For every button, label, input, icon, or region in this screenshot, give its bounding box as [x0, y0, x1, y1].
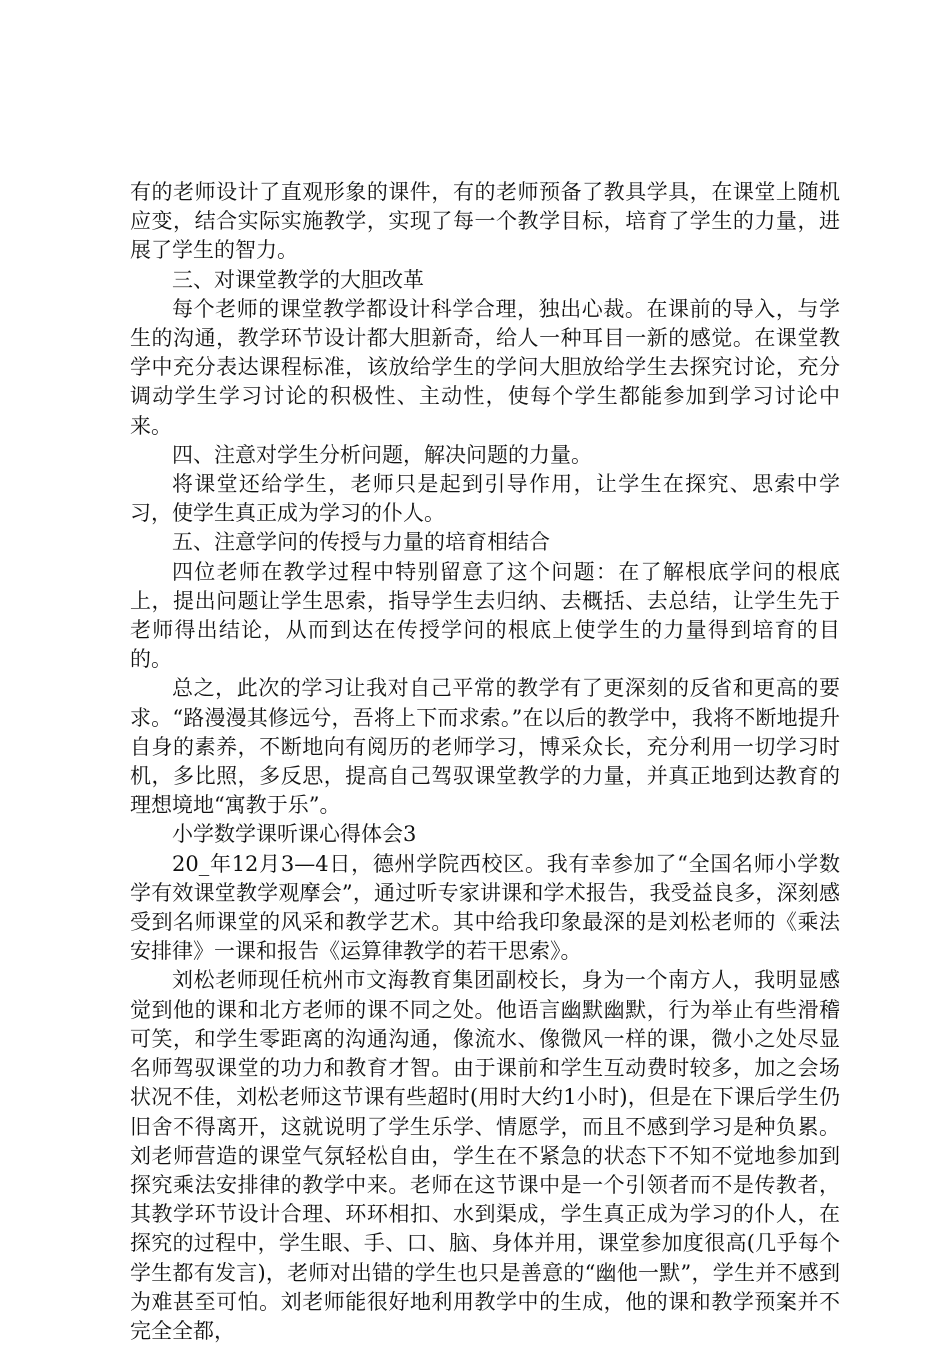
section-heading-4: 四、注意对学生分析问题，解决问题的力量。 [172, 442, 592, 467]
paragraph-summary: 总之，此次的学习让我对自己平常的教学有了更深刻的反省和更高的要求。“路漫漫其修远兮，吾将上下而求索。”在以后的教学中，我将不断地提升自身的素养，不断地向有阅历的老师学习，博采众长，充分利用一切学习时机，多比照，多反思，提高自己驾驭课堂教学的力量，并真正地到达教育的理想境地“寓教于乐”。 [130, 676, 840, 818]
paragraph-3: 将课堂还给学生，老师只是起到引导作用，让学生在探究、思索中学习，使学生真正成为学习的仆人。 [130, 472, 840, 526]
paragraph-6: 刘松老师现任杭州市文海教育集团副校长，身为一个南方人，我明显感觉到他的课和北方老师的课不同之处。他语言幽默幽默，行为举止有些滑稽可笑，和学生零距离的沟通沟通，像流水、像微风一样的课，微小之处尽显名师驾驭课堂的功力和教育才智。由于课前和学生互动费时较多，加之会场状况不佳，刘松老师这节课有些超时(用时大约1小时)，但是在下课后学生仍旧舍不得离开，这就说明了学生乐学、情愿学，而且不感到学习是种负累。刘老师营造的课堂气氛轻松自由，学生在不紧急的状态下不知不觉地参加到探究乘法安排律的教学中来。老师在这节课中是一个引领者而不是传教者，其教学环节设计合理、环环相扣、水到渠成，学生真正成为学习的仆人，在探究的过程中，学生眼、手、口、脑、身体并用，课堂参加度很高(几乎每个学生都有发言)，老师对出错的学生也只是善意的“幽他一默”，学生并不感到为难甚至可怕。刘老师能很好地利用教学中的生成，他的课和教学预案并不完全全都， [130, 968, 840, 1343]
document-page [130, 178, 840, 1346]
paragraph-4: 四位老师在教学过程中特别留意了这个问题：在了解根底学问的根底上，提出问题让学生思索，指导学生去归纳、去概括、去总结，让学生先于老师得出结论，从而到达在传授学问的根底上使学生的力量得到培育的目的。 [130, 559, 840, 672]
section-heading-5: 五、注意学问的传授与力量的培育相结合 [172, 530, 550, 555]
paragraph-2: 每个老师的课堂教学都设计科学合理，独出心裁。在课前的导入，与学生的沟通，教学环节设计都大胆新奇，给人一种耳目一新的感觉。在课堂教学中充分表达课程标准，该放给学生的学问大胆放给学生去探究讨论，充分调动学生学习讨论的积极性、主动性，使每个学生都能参加到学习讨论中来。 [130, 296, 840, 438]
paragraph-1: 有的老师设计了直观形象的课件，有的老师预备了教具学具，在课堂上随机应变，结合实际实施教学，实现了每一个教学目标，培育了学生的力量，进展了学生的智力。 [130, 180, 840, 263]
article-title-3: 小学数学课听课心得体会3 [172, 822, 417, 847]
paragraph-5: 20_年12月3—4日，德州学院西校区。我有幸参加了“全国名师小学数学有效课堂教学观摩会”，通过听专家讲课和学术报告，我受益良多，深刻感受到名师课堂的风采和教学艺术。其中给我印象最深的是刘松老师的《乘法安排律》一课和报告《运算律教学的若干思索》。 [130, 851, 840, 964]
section-heading-3: 三、对课堂教学的大胆改革 [172, 267, 424, 292]
